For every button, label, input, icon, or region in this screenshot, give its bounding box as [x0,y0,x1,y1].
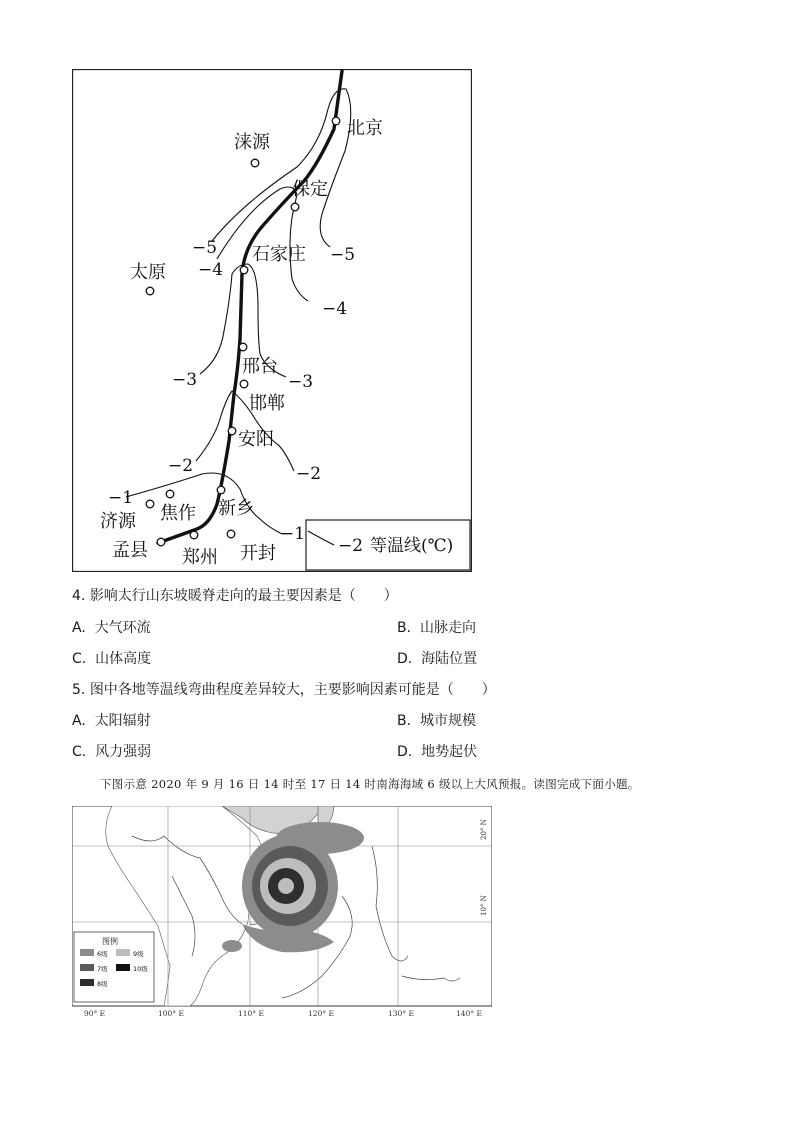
city-dot-zhengzhou [190,531,198,539]
city-label-handan: 邯郸 [249,393,285,414]
legend-title: 图例 [102,937,118,946]
option-d[interactable]: D. 地势起伏 [397,744,478,760]
option-a[interactable]: A. 大气环流 [72,620,151,636]
legend-item: 9级 [133,950,144,958]
isotherm-label: −2 [296,464,322,484]
city-label-beijing: 北京 [347,118,383,139]
city-label-jiyuan: 济源 [100,511,136,532]
isotherm-label: −5 [330,245,356,265]
city-dot-taiyuan [146,287,154,295]
city-dot-jiyuan [146,500,154,508]
city-label-jiaozuo: 焦作 [160,503,196,524]
legend-item: 8级 [97,980,108,988]
city-dot-shijiazhuang [240,266,248,274]
city-dot-baoding [291,203,299,211]
city-label-zhengzhou: 郑州 [182,547,218,568]
city-dot-laiyuan [251,159,259,167]
city-label-mengxian: 孟县 [112,540,148,561]
city-label-taiyuan: 太原 [130,262,166,283]
question-number: 4. [72,588,86,604]
legend-swatch-7 [80,964,94,971]
wind-forecast-map [72,806,492,1018]
lon-label: 120° E [308,1009,334,1018]
lon-label: 130° E [388,1009,414,1018]
map1-legend [306,520,470,570]
option-c[interactable]: C. 山体高度 [72,651,152,667]
legend-swatch-9 [116,949,130,956]
city-dot-xinxiang [217,486,225,494]
city-label-xinxiang: 新乡 [218,498,254,519]
isotherm-label: −5 [192,238,218,258]
isotherm-label: −3 [172,370,198,390]
question-5 [72,680,496,700]
option-d[interactable]: D. 海陆位置 [397,651,478,667]
option-c[interactable]: C. 风力强弱 [72,744,152,760]
city-label-xingtai: 邢台 [242,356,278,377]
city-dot-anyang [228,427,236,435]
lon-label: 100° E [158,1009,184,1018]
legend-value: −2 [338,536,364,556]
lon-label: 140° E [456,1009,482,1018]
legend-swatch-10 [116,964,130,971]
city-dot-xingtai [239,343,247,351]
city-label-anyang: 安阳 [238,429,274,450]
city-dot-beijing [332,117,340,125]
lat-label: 20° N [480,819,488,840]
city-label-shijiazhuang: 石家庄 [252,244,306,265]
question-4 [72,586,398,606]
question-text: 图中各地等温线弯曲程度差异较大，主要影响因素可能是（ ） [89,682,496,698]
city-label-laiyuan: 涞源 [234,132,270,153]
lat-label: 10° N [480,895,488,916]
isotherm-label: −1 [280,524,306,544]
map2-intro: 下图示意 2020 年 9 月 16 日 14 时至 17 日 14 时南海海域 6 级以上大风预报。读图完成下面小题。 [100,777,640,791]
isotherm-label: −4 [198,260,224,280]
legend-item: 10级 [133,965,148,973]
legend-swatch-6 [80,949,94,956]
option-a[interactable]: A. 太阳辐射 [72,713,151,729]
city-dot-mengxian [157,538,165,546]
legend-text: 等温线(℃) [370,536,454,556]
isotherm-map [72,69,472,572]
legend-swatch-8 [80,979,94,986]
question-number: 5. [72,682,86,698]
legend-item: 6级 [97,950,108,958]
legend-item: 7级 [97,965,108,973]
isotherm-label: −3 [288,372,314,392]
option-b[interactable]: B. 城市规模 [397,713,476,729]
isotherm-label: −4 [322,299,348,319]
city-label-kaifeng: 开封 [240,543,276,564]
isotherm-label: −1 [108,488,134,508]
lon-label: 110° E [238,1009,264,1018]
map2-legend [74,932,154,1002]
city-dot-jiaozuo [166,490,174,498]
city-dot-kaifeng [227,530,235,538]
question-text: 影响太行山东坡暖脊走向的最主要因素是（ ） [89,588,398,604]
lon-label: 90° E [84,1009,106,1018]
city-dot-handan [240,380,248,388]
isotherm-label: −2 [168,456,194,476]
option-b[interactable]: B. 山脉走向 [397,620,476,636]
city-label-baoding: 保定 [292,179,328,200]
